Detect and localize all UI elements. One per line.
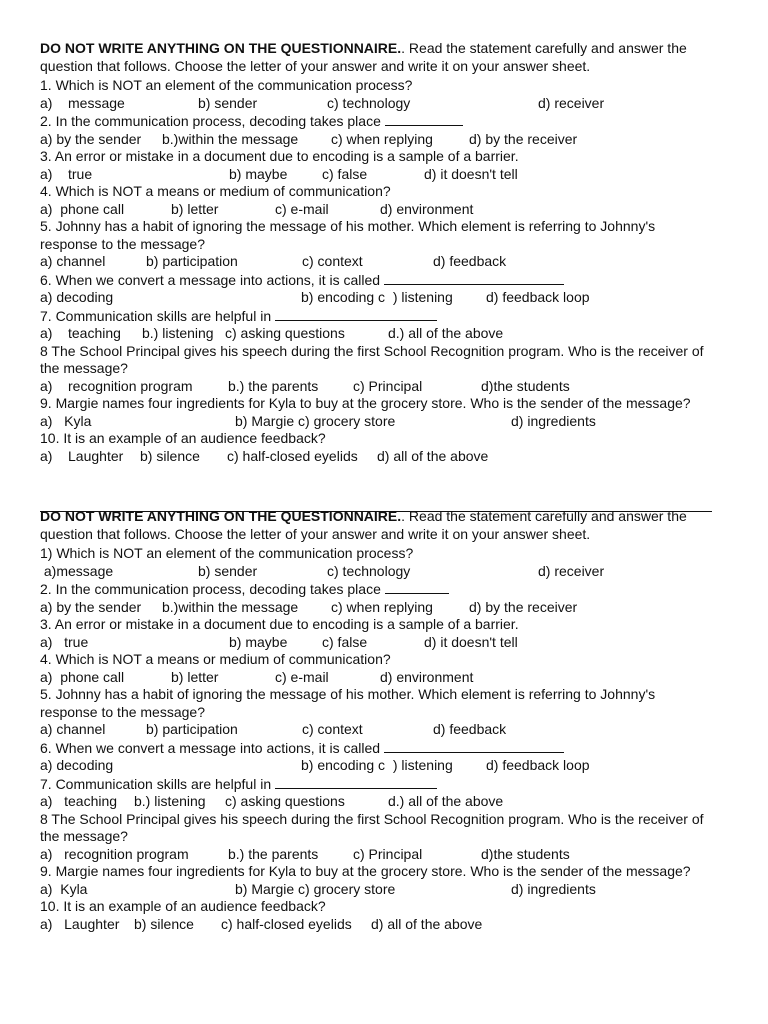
instructions-text: . Read the statement carefully and answer the question that follows. Choose the letter of your answer and write it on your answer sheet. <box>40 508 687 542</box>
question-6 <box>40 271 712 290</box>
question-2 <box>40 112 712 131</box>
instructions <box>40 40 712 75</box>
option-b: b) letter <box>171 668 219 685</box>
option-d: d) it doesn't tell <box>424 633 518 650</box>
answer-blank <box>385 112 463 126</box>
question-5: 5. Johnny has a habit of ignoring the message of his mother. Which element is referring to Johnny's response to the message? <box>40 686 656 720</box>
question-1: 1) Which is NOT an element of the communication process? <box>40 545 414 561</box>
option-c: c) half-closed eyelids <box>221 915 352 932</box>
option-b: b) Margie c) grocery store <box>235 412 396 429</box>
question-9-options <box>40 881 712 899</box>
option-c: c) false <box>322 165 368 182</box>
option-b: b) silence <box>140 447 200 464</box>
option-c: c) Principal <box>353 377 423 394</box>
option-d: d) feedback loop <box>486 289 590 305</box>
questionnaire-bottom <box>40 508 712 933</box>
question-9: 9. Margie names four ingredients for Kyla to buy at the grocery store. Who is the sender of the message? <box>40 395 691 411</box>
option-a: a) decoding <box>40 289 114 305</box>
question-9-options <box>40 413 712 431</box>
question-10: 10. It is an example of an audience feedback? <box>40 898 326 914</box>
option-a: a) true <box>40 633 89 650</box>
question-6 <box>40 739 712 758</box>
option-a: a) by the sender <box>40 130 142 147</box>
option-b: b) encoding c ) listening <box>301 289 453 305</box>
question-7-options <box>40 793 712 811</box>
option-c: c) Principal <box>353 845 423 862</box>
option-b: b) letter <box>171 200 219 217</box>
option-b: b) sender <box>198 562 258 579</box>
option-a: a) recognition program <box>40 845 189 862</box>
option-b: b) maybe <box>229 165 288 182</box>
option-b: b.) the parents <box>228 845 319 862</box>
option-d: d) ingredients <box>511 412 596 429</box>
option-b: b) participation <box>146 253 238 269</box>
option-a: a) by the sender <box>40 598 142 615</box>
question-4-options <box>40 201 712 219</box>
warning-heading: DO NOT WRITE ANYTHING ON THE QUESTIONNAIRE. <box>40 508 402 524</box>
warning-heading: DO NOT WRITE ANYTHING ON THE QUESTIONNAIRE. <box>40 40 402 56</box>
option-a: a) teaching <box>40 793 118 809</box>
question-2-text: 2. In the communication process, decoding takes place <box>40 581 381 597</box>
question-4: 4. Which is NOT a means or medium of communication? <box>40 651 391 667</box>
question-7 <box>40 775 712 794</box>
option-b: b) maybe <box>229 633 288 650</box>
option-c: c) asking questions <box>225 325 345 341</box>
answer-blank <box>275 307 437 321</box>
option-b: b.) listening <box>134 793 206 809</box>
question-1: 1. Which is NOT an element of the communication process? <box>40 77 413 93</box>
option-d: d) receiver <box>538 562 605 579</box>
question-4-options <box>40 669 712 687</box>
option-b: b) Margie c) grocery store <box>235 880 396 897</box>
option-a: a) Laughter <box>40 915 120 932</box>
option-d: d) ingredients <box>511 880 596 897</box>
option-a: a) recognition program <box>40 377 193 394</box>
question-2-options <box>40 131 712 149</box>
option-a: a) Kyla <box>40 412 92 429</box>
question-7 <box>40 307 712 326</box>
question-8-options <box>40 378 712 396</box>
option-a: a) phone call <box>40 668 125 685</box>
question-10-options <box>40 916 712 934</box>
option-d: d) environment <box>380 200 474 217</box>
option-b: b) participation <box>146 721 238 737</box>
option-d: d.) all of the above <box>388 325 504 341</box>
option-c: c) context <box>302 721 363 737</box>
questionnaire-top <box>40 40 712 465</box>
option-d: d) receiver <box>538 94 605 111</box>
question-6-options <box>40 757 712 775</box>
option-c: c) context <box>302 253 363 269</box>
option-c: c) half-closed eyelids <box>227 447 358 464</box>
option-b: b.)within the message <box>162 598 299 615</box>
question-7-text: 7. Communication skills are helpful in <box>40 775 272 792</box>
question-6-text: 6. When we convert a message into actions, it is called <box>40 739 381 756</box>
option-b: b) silence <box>134 915 194 932</box>
answer-blank <box>275 775 437 789</box>
option-a: a) decoding <box>40 757 114 773</box>
instructions-text: . Read the statement carefully and answer the question that follows. Choose the letter of your answer and write it on your answer sheet. <box>40 40 687 74</box>
option-d: d) feedback loop <box>486 757 590 773</box>
option-d: d) environment <box>380 668 474 685</box>
option-d: d) all of the above <box>371 915 483 932</box>
question-2-options <box>40 599 712 617</box>
option-c: c) when replying <box>331 130 433 147</box>
option-c: c) technology <box>327 562 411 579</box>
answer-blank <box>384 271 564 285</box>
option-c: c) e-mail <box>275 668 329 685</box>
option-c: c) false <box>322 633 368 650</box>
option-a: a) true <box>40 165 93 182</box>
question-5: 5. Johnny has a habit of ignoring the message of his mother. Which element is referring to Johnny's response to the message? <box>40 218 656 252</box>
question-3-options <box>40 166 712 184</box>
question-2-text: 2. In the communication process, decoding takes place <box>40 113 381 129</box>
question-3-options <box>40 634 712 652</box>
question-7-options <box>40 325 712 343</box>
question-6-options <box>40 289 712 307</box>
option-c: c) e-mail <box>275 200 329 217</box>
option-c: c) when replying <box>331 598 433 615</box>
option-c: c) asking questions <box>225 793 345 809</box>
question-8-options <box>40 846 712 864</box>
option-b: b.) the parents <box>228 377 319 394</box>
option-a: a)message <box>40 562 114 579</box>
option-b: b.) listening <box>142 325 214 341</box>
option-b: b) encoding c ) listening <box>301 757 453 773</box>
question-1-options <box>40 95 712 113</box>
option-d: d) by the receiver <box>469 598 578 615</box>
option-c: c) technology <box>327 94 411 111</box>
question-10: 10. It is an example of an audience feedback? <box>40 430 326 446</box>
option-d: d) by the receiver <box>469 130 578 147</box>
option-d: d.) all of the above <box>388 793 504 809</box>
option-a: a) Kyla <box>40 880 88 897</box>
question-2 <box>40 580 712 599</box>
question-6-text: 6. When we convert a message into actions, it is called <box>40 271 381 288</box>
question-8: 8 The School Principal gives his speech during the first School Recognition program. Who is the receiver of the message? <box>40 342 704 376</box>
question-5-options <box>40 253 712 271</box>
instructions <box>40 508 712 543</box>
option-d: d) all of the above <box>377 447 489 464</box>
answer-blank <box>385 580 449 594</box>
question-5-options <box>40 721 712 739</box>
option-a: a) channel <box>40 253 106 269</box>
question-4: 4. Which is NOT a means or medium of communication? <box>40 183 391 199</box>
question-7-text: 7. Communication skills are helpful in <box>40 307 272 324</box>
option-d: d) feedback <box>433 253 507 269</box>
question-8: 8 The School Principal gives his speech during the first School Recognition program. Who is the receiver of the message? <box>40 810 704 844</box>
question-1-options <box>40 563 712 581</box>
option-d: d) feedback <box>433 721 507 737</box>
option-d: d)the students <box>481 845 570 862</box>
question-9: 9. Margie names four ingredients for Kyla to buy at the grocery store. Who is the sender of the message? <box>40 863 691 879</box>
option-a: a) phone call <box>40 200 125 217</box>
option-b: b.)within the message <box>162 130 299 147</box>
option-d: d)the students <box>481 377 570 394</box>
answer-blank <box>384 739 564 753</box>
option-a: a) Laughter <box>40 447 124 464</box>
question-3: 3. An error or mistake in a document due to encoding is a sample of a barrier. <box>40 148 519 164</box>
question-3: 3. An error or mistake in a document due to encoding is a sample of a barrier. <box>40 616 519 632</box>
question-10-options <box>40 448 712 466</box>
option-a: a) teaching <box>40 325 121 341</box>
option-b: b) sender <box>198 94 258 111</box>
option-d: d) it doesn't tell <box>424 165 518 182</box>
option-a: a) message <box>40 94 125 111</box>
option-a: a) channel <box>40 721 106 737</box>
